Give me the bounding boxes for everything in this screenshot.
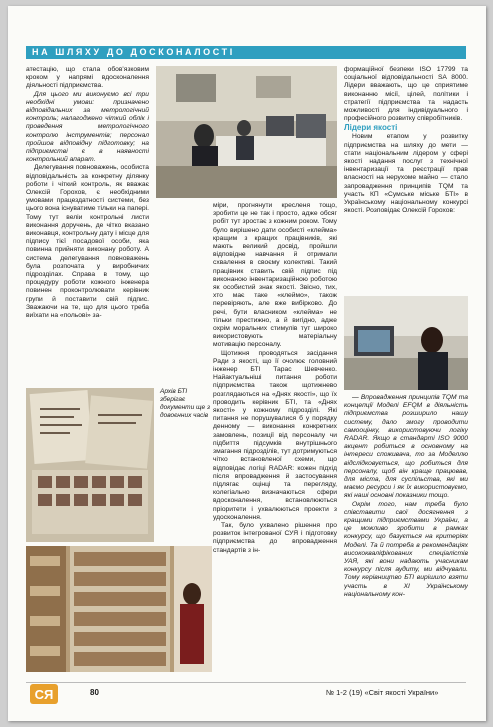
col1-paragraph-2: Для цього ми виконуємо всі три необхідні умови: призначено відповідальних за метрологічний контроль; налагоджено чіткий облік і проведення метрологічного контролю інструментів; персонал пройшов відповідну підготовку; на підприємстві є в наявності контрольний апарат. (26, 90, 149, 164)
section-title-quality-leaders: Лідери якості (344, 123, 398, 133)
col3-paragraph-3: — Впровадження принципів TQM та концепції Моделі EFQM в діяльність підприємства розширило нашу систему, дало змогу проводити самооцінку, використовуючи логіку RADAR. Якщо в стандарті ISO 9000 акцент робиться в основному на інтереси споживача, то за Моделлю відслідковується, що робиться для персоналу, щоб він краще працював, для міста, для суспільства, які ми маємо ресурси і як їх використовуємо, які наші основні показники тощо. (344, 394, 468, 500)
col3-paragraph-4: Окрім того, нам треба було співставити свої досягнення з кращими підприємствами України, а це можливо зробити в рамках конкурсу, що базується на критеріях Моделі. Та й потреба в рекомендаціях висококваліфікованих спеціалістів УАЯ, які вони надають учасникам конкурсу після аудиту, ми відчували. Тому керівництво БТІ вирішило взяти участь в XI Українському національному кон- (344, 500, 468, 598)
office-photo (156, 66, 337, 198)
employee-photo (344, 296, 468, 390)
column-1 (26, 66, 149, 384)
column-3 (344, 66, 468, 292)
documents-photo-image (26, 388, 154, 542)
office-photo-image (156, 66, 337, 198)
col3-paragraph-2: Новим етапом у розвитку підприємства на шляху до мети — стати національним лідером у сфері якості надання послуг з технічної інвентаризації та реєстрації прав власності на нерухоме майно — стало запровадження принципів TQM та участь КП «Сумське міське БТІ» в Українському національному конкурсі якості. Розповідає Олексій Горохов: (344, 133, 468, 215)
magazine-logo (30, 684, 58, 704)
section-header-title: НА ШЛЯХУ ДО ДОСКОНАЛОСТІ (32, 47, 235, 57)
magazine-page (8, 6, 486, 721)
section-header-bar (26, 46, 466, 59)
archive-photo-image (26, 546, 212, 672)
employee-photo-image (344, 296, 468, 390)
svg-text:СЯ: СЯ (34, 687, 54, 702)
page-number: 80 (90, 688, 99, 697)
archive-caption: Архів БТІ зберігає документи ще з довоєнних часів (160, 388, 210, 419)
column-2 (213, 202, 337, 672)
col1-paragraph-1: атестацію, що стала обов'язковим кроком у напрямі вдосконалення діяльності підприємства. (26, 66, 149, 90)
col3-paragraph-1: формаційної безпеки ISO 17799 та соціальної відповідальності SA 8000. Лідери вважають, що це сприятиме виконанню місії, цілей, політики і стратегії підприємства та надасть можливості для індивідуального і професійного розвитку співробітників. (344, 66, 468, 123)
archive-photo (26, 546, 212, 672)
col2-paragraph-3: Так, було ухвалено рішення про розвиток інтегрованої СУЯ і підготовку підприємства до впровадження стандартів з ін- (213, 521, 337, 554)
col2-paragraph-2: Щотижня проводяться засідання Ради з якості, що її очолює головний інженер БТІ Тарас Шевченко. Найактуальніші питання роботи підприємства також щотижнево розглядаються на «Днях якості», що їх проводить керівник БТІ, та «Днях якості» у кожному підрозділі. Які питання не порушувалися б у порядку денному — виконання конкретних замовлень, позиції від персоналу чи підбиття підсумків внутрішнього змагання підрозділів, тут дотримуються чітко встановленої схеми, що відповідає логіці RADAR: кожен підхід після впровадження й застосування підлягає оцінці та перегляду, колегіально визначаються сфери вдосконалення, встановлюються пріоритети і ухвалюються проекти з удосконалення. (213, 349, 337, 521)
col1-paragraph-3: Делегування повноважень, особиста відповідальність за конкретну ділянку роботи і чіткий контроль, як вважає Олексій Горохов, є необхідними умовами працездатності системи, без цього вона існуватиме тільки на папері. Тому тут веліи контрольні листи виконання доручень, де чітко вказано виконавця, контрольну дату і місце для підпису тієї посадової особи, яка повинна прийняти виконану роботу. А система делегування повноважень була розпочата у виробничих підрозділах. Справа в тому, що процедуру роботи кожного інженера повинен проконтролювати керівник групи й поставити свій підпис. Зважаючи на те, що для цього треба виїхати на «польові» за- (26, 164, 149, 320)
magazine-logo-icon (30, 684, 58, 704)
column-3-lower (344, 394, 468, 672)
footer-divider (26, 682, 466, 683)
issue-info: № 1-2 (19) «Світ якості України» (326, 688, 439, 697)
col2-paragraph-1: міри, прогнянути кресленя тощо, зробити це не так і просто, адже обсяг робіт тут зростає з кожним роком. Тому було вирішено дати особисті «клейма» кращим з кращих працівників, які мають великий досвід, пройшли відповідне навчання й отримали схвалення в своєму колективі. Такий працівник ставить свій підпис під виконаною інвентаризаційною роботою як особистий знак якості. Звісно, тих, хто має таке «клеймо», також перевіряють, але вже вибірково. До речі, бути власником «клейма» не тільки престижно, а й вигідно, адже охрім моральних стимулів тут широко використовують матеріальну мотивацію персоналу. (213, 202, 337, 349)
documents-photo (26, 388, 154, 542)
